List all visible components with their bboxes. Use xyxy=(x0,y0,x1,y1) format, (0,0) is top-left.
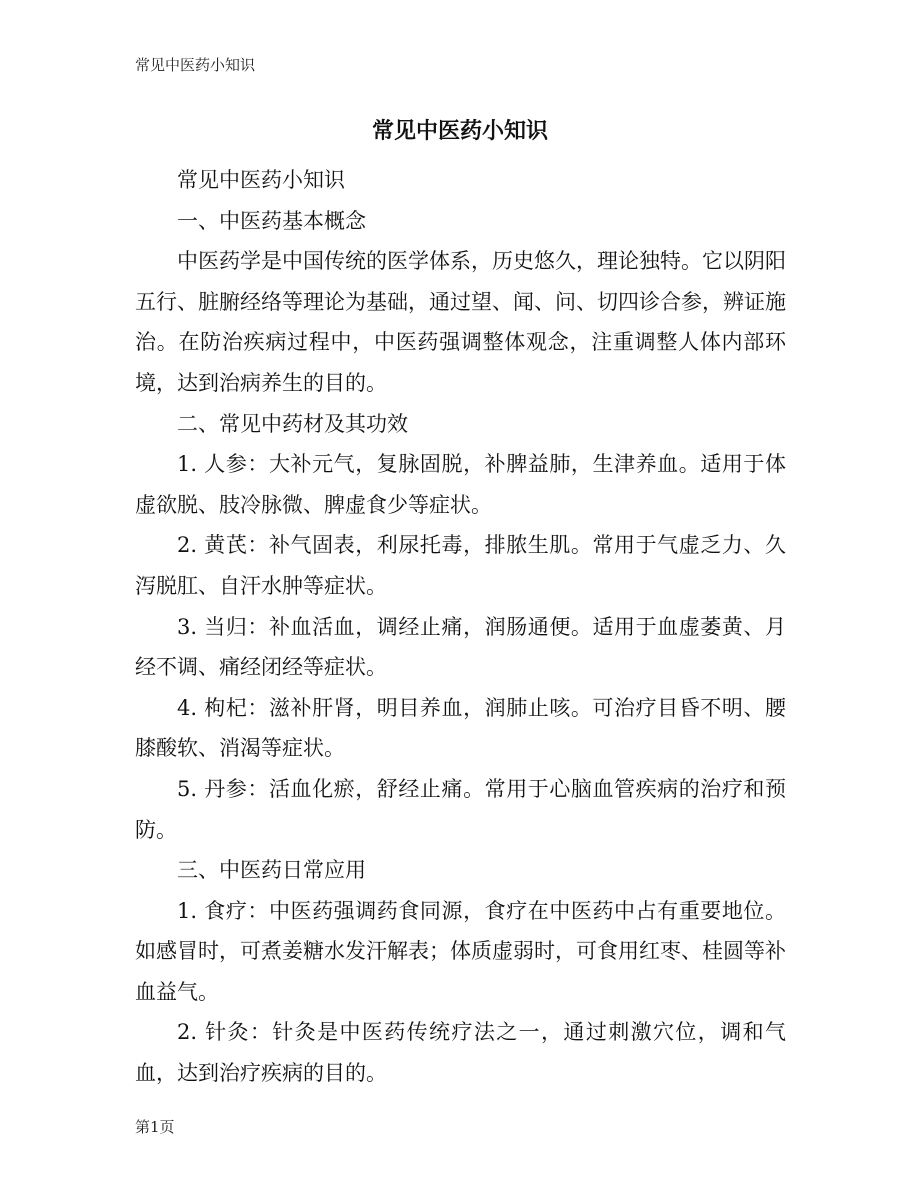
list-item: 2. 黄芪：补气固表，利尿托毒，排脓生肌。常用于气虚乏力、久泻脱肛、自汗水肿等症状。 xyxy=(135,533,786,598)
section-heading: 三、中医药日常应用 xyxy=(177,858,366,883)
list-item: 5. 丹参：活血化瘀，舒经止痛。常用于心脑血管疾病的治疗和预防。 xyxy=(135,776,786,842)
list-item: 3. 当归：补血活血，调经止痛，润肠通便。适用于血虚萎黄、月经不调、痛经闭经等症状。 xyxy=(135,614,786,680)
list-item: 1. 食疗：中医药强调药食同源，食疗在中医药中占有重要地位。如感冒时，可煮姜糖水发汗解表；体质虚弱时，可食用红枣、桂圆等补血益气。 xyxy=(135,898,786,1004)
section-heading: 一、中医药基本概念 xyxy=(177,208,366,233)
running-header: 常见中医药小知识 xyxy=(135,56,256,74)
list-item: 4. 枸杞：滋补肝肾，明目养血，润肺止咳。可治疗目昏不明、腰膝酸软、消渴等症状。 xyxy=(135,695,786,761)
list-item: 2. 针灸：针灸是中医药传统疗法之一，通过刺激穴位，调和气血，达到治疗疾病的目的。 xyxy=(135,1020,786,1086)
page-number: 第1页 xyxy=(135,1118,175,1136)
section-heading: 二、常见中药材及其功效 xyxy=(177,411,408,436)
list-item: 1. 人参：大补元气，复脉固脱，补脾益肺，生津养血。适用于体虚欲脱、肢冷脉微、脾虚食少等症状。 xyxy=(135,452,786,517)
paragraph: 中医药学是中国传统的医学体系，历史悠久，理论独特。它以阴阳五行、脏腑经络等理论为基础，通过望、闻、问、切四诊合参，辨证施治。在防治疾病过程中，中医药强调整体观念，注重调整人体内部环境，达到治病养生的目的。 xyxy=(135,249,786,395)
document-title: 常见中医药小知识 xyxy=(371,118,548,144)
paragraph: 常见中医药小知识 xyxy=(177,168,345,192)
document-body xyxy=(135,160,786,1094)
